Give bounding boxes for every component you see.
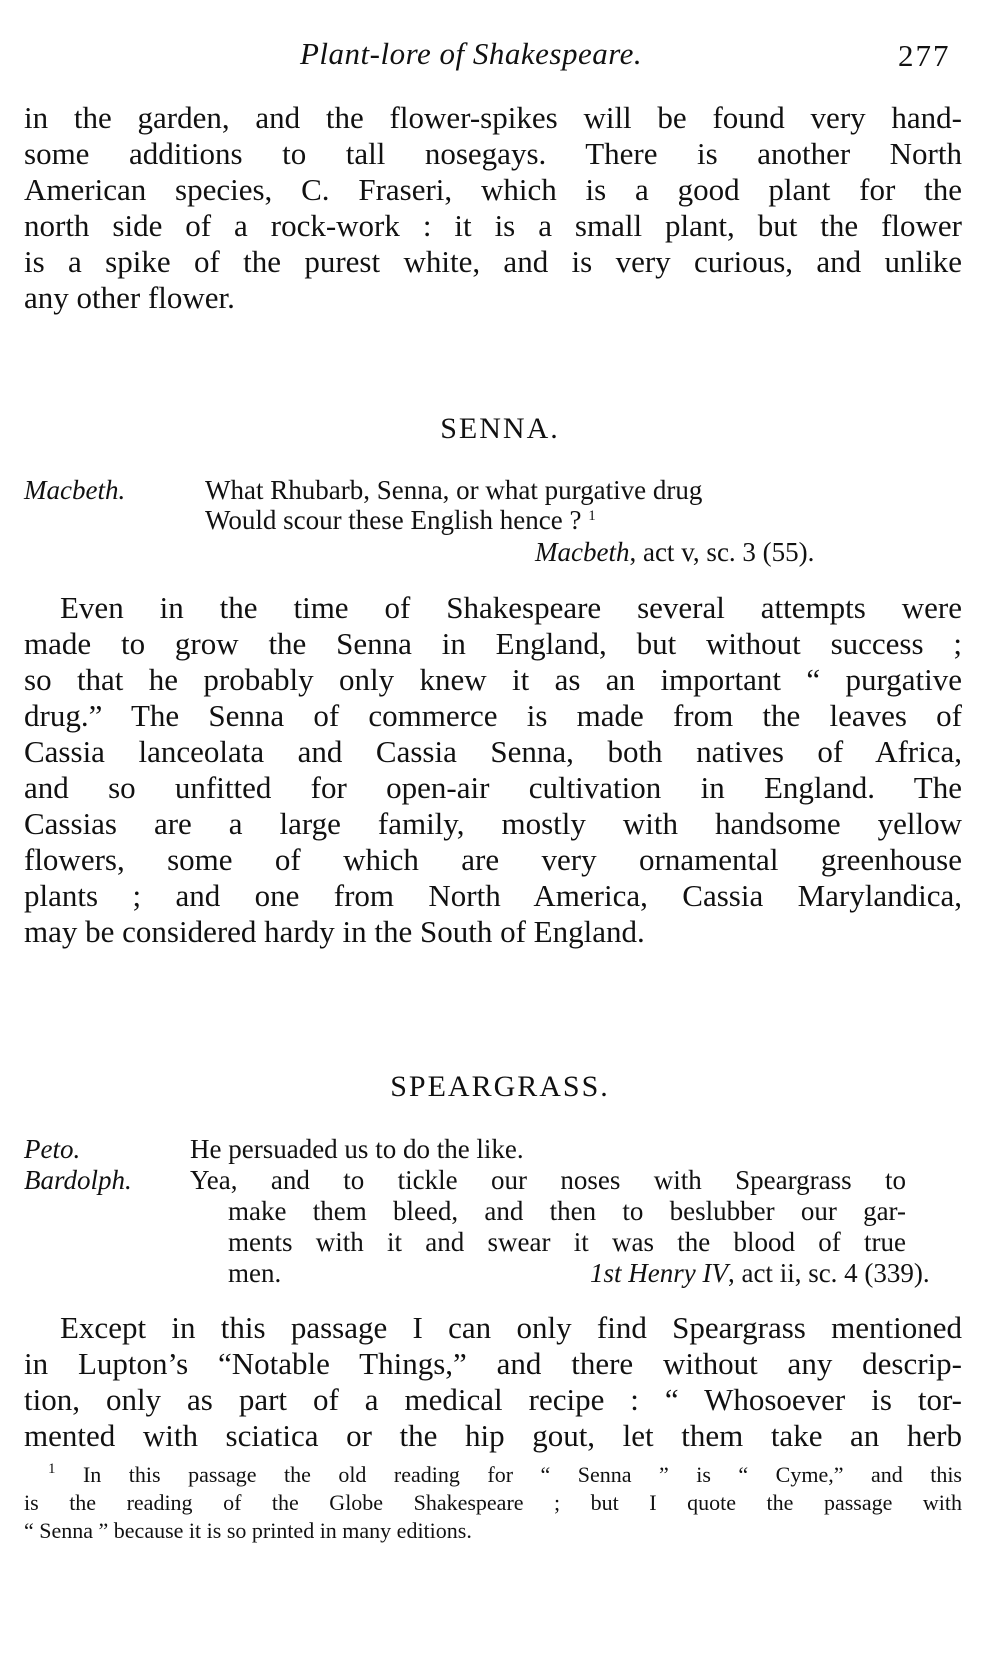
paragraph-line: in Lupton’s “Notable Things,” and there without any descrip- <box>24 1346 962 1381</box>
paragraph-line: may be considered hardy in the South of England. <box>24 914 645 949</box>
running-head-title: Plant-lore of Shakespeare. <box>300 36 643 71</box>
paragraph-line: north side of a rock-work : it is a small plant, but the flower <box>24 208 962 243</box>
paragraph-line: American species, C. Fraseri, which is a good plant for the <box>24 172 962 207</box>
quote-line: What Rhubarb, Senna, or what purgative drug <box>205 475 703 505</box>
footnote-marker: 1 <box>588 508 596 524</box>
paragraph-line: tion, only as part of a medical recipe : “ Whosoever is tor- <box>24 1382 962 1417</box>
footnote-line <box>24 1462 962 1488</box>
dialogue-line: Yea, and to tickle our noses with Speargrass to <box>190 1165 906 1195</box>
paragraph-line: made to grow the Senna in England, but without success ; <box>24 626 962 661</box>
paragraph-line: so that he probably only knew it as an important “ purgative <box>24 662 962 697</box>
dialogue-line: ments with it and swear it was the blood of true <box>228 1227 906 1257</box>
page-number: 277 <box>898 38 951 73</box>
paragraph-line: Cassia lanceolata and Cassia Senna, both natives of Africa, <box>24 734 962 769</box>
paragraph-line: is a spike of the purest white, and is very curious, and unlike <box>24 244 962 279</box>
footnote-marker: 1 <box>48 1461 56 1477</box>
dialogue-speaker-peto: Peto. <box>24 1134 81 1164</box>
dialogue-line: men. <box>228 1258 282 1288</box>
citation-reference: , act ii, sc. 4 (339). <box>727 1258 930 1288</box>
paragraph-line: any other flower. <box>24 280 235 315</box>
citation-title: Macbeth <box>535 537 630 567</box>
dialogue-speaker-bardolph: Bardolph. <box>24 1165 132 1195</box>
paragraph-line: some additions to tall nosegays. There is another North <box>24 136 962 171</box>
paragraph-line: drug.” The Senna of commerce is made from the leaves of <box>24 698 962 733</box>
paragraph-line: flowers, some of which are very ornamental greenhouse <box>24 842 962 877</box>
paragraph-line: and so unfitted for open-air cultivation in England. The <box>24 770 962 805</box>
paragraph-line: mented with sciatica or the hip gout, let them take an herb <box>24 1418 962 1453</box>
quote-citation <box>535 537 814 568</box>
paragraph-line: Except in this passage I can only find Speargrass mentioned <box>60 1310 962 1345</box>
paragraph-line: Cassias are a large family, mostly with handsome yellow <box>24 806 962 841</box>
dialogue-line: He persuaded us to do the like. <box>190 1134 524 1164</box>
paragraph-line: in the garden, and the flower-spikes will be found very hand- <box>24 100 962 135</box>
section-heading-senna: SENNA. <box>440 412 560 445</box>
dialogue-citation <box>590 1258 930 1289</box>
quote-speaker: Macbeth. <box>24 475 126 505</box>
footnote-line: is the reading of the Globe Shakespeare ; but I quote the passage with <box>24 1490 962 1515</box>
paragraph-line: plants ; and one from North America, Cassia Marylandica, <box>24 878 962 913</box>
paragraph-line: Even in the time of Shakespeare several attempts were <box>60 590 962 625</box>
quote-line-text: Would scour these English hence ? <box>205 505 582 535</box>
running-head <box>0 36 1000 76</box>
quote-line <box>205 505 596 536</box>
citation-reference: , act v, sc. 3 (55). <box>629 537 815 567</box>
citation-title: 1st Henry IV <box>590 1258 728 1288</box>
footnote-line: “ Senna ” because it is so printed in many editions. <box>24 1518 472 1543</box>
dialogue-line: make them bleed, and then to beslubber our gar- <box>228 1196 906 1226</box>
footnote-text: In this passage the old reading for “ Senna ” is “ Cyme,” and this <box>82 1462 962 1487</box>
section-heading-speargrass: SPEARGRASS. <box>390 1070 610 1103</box>
